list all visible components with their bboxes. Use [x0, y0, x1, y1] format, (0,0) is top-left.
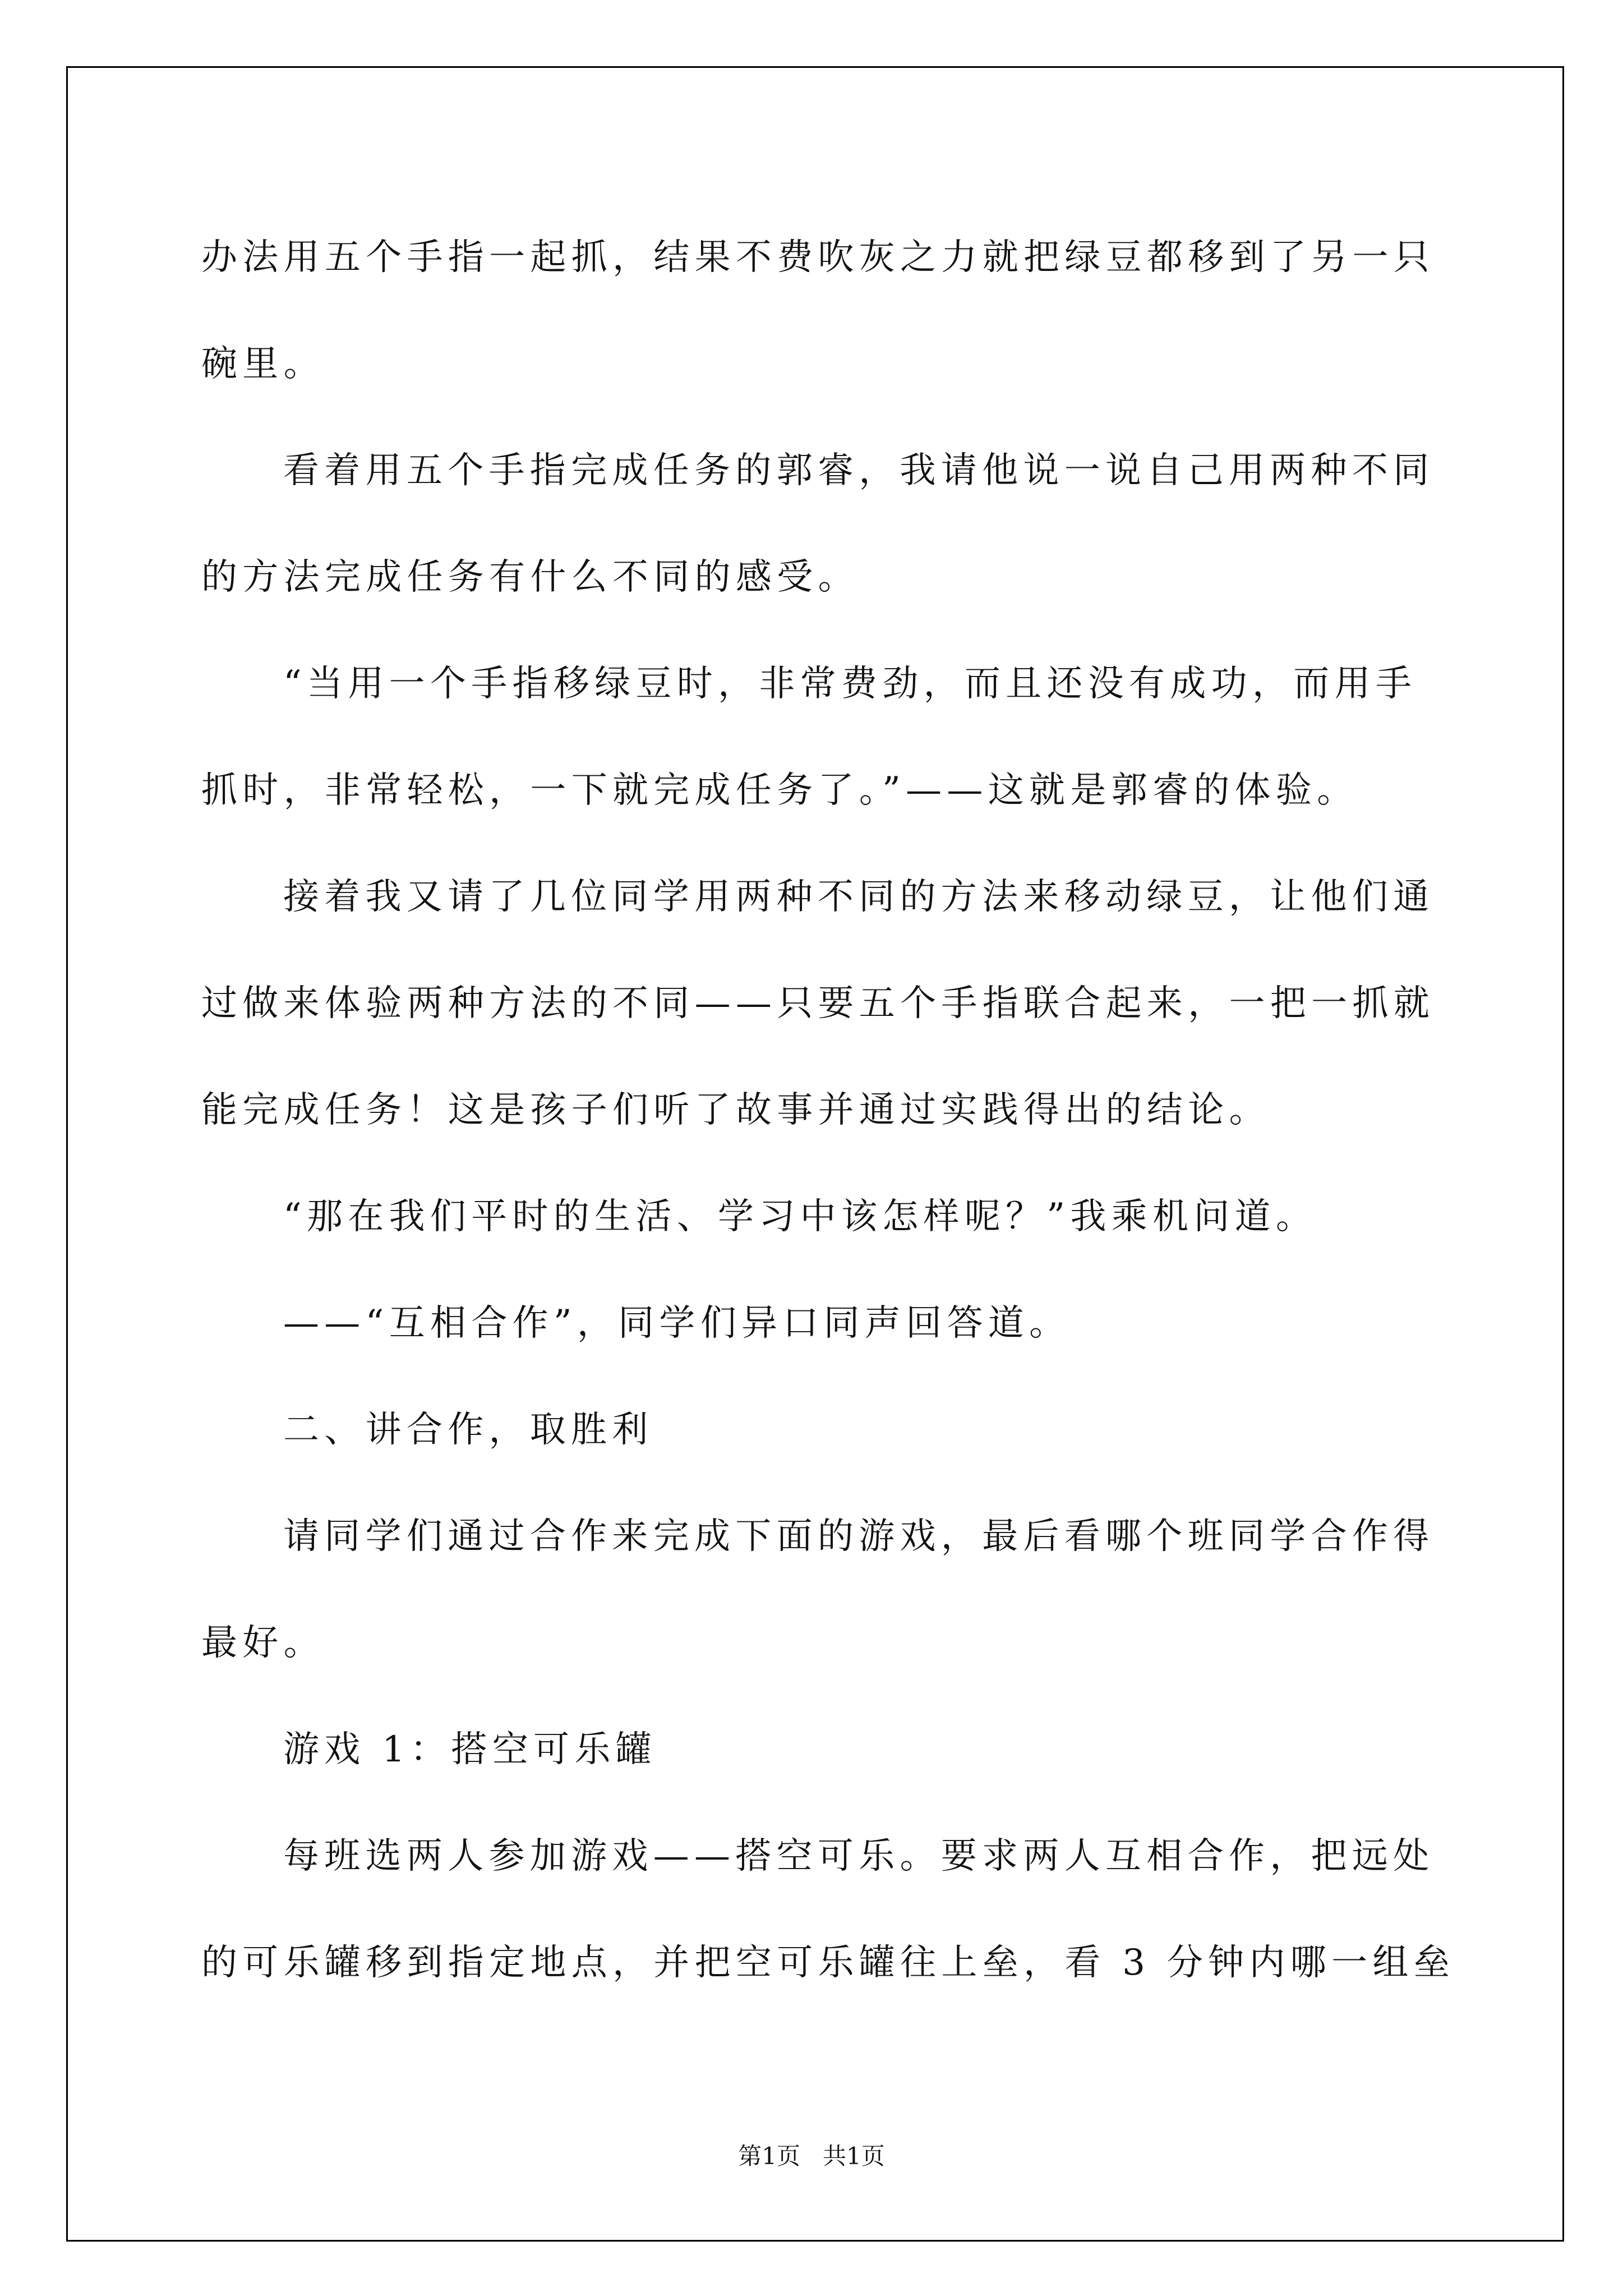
body-line: 每班选两人参加游戏——搭空可乐。要求两人互相合作，把远处	[283, 1835, 1435, 1877]
body-line: 接着我又请了几位同学用两种不同的方法来移动绿豆，让他们通	[283, 876, 1435, 918]
body-line: 抓时，非常轻松，一下就完成任务了。”——这就是郭睿的体验。	[201, 770, 1358, 811]
body-line: 能完成任务！这是孩子们听了故事并通过实践得出的结论。	[201, 1089, 1270, 1131]
body-line: ——“互相合作”，同学们异口同声回答道。	[283, 1303, 1071, 1344]
body-line: 的可乐罐移到指定地点，并把空可乐罐往上垒，看 3 分钟内哪一组垒	[201, 1942, 1455, 1984]
section-heading: 二、讲合作，取胜利	[283, 1409, 653, 1451]
body-line: 最好。	[201, 1622, 325, 1664]
body-line: 的方法完成任务有什么不同的感受。	[201, 556, 859, 598]
body-line: “当用一个手指移绿豆时，非常费劲，而且还没有成功，而用手	[283, 663, 1417, 705]
document-body	[201, 204, 1491, 2016]
body-line: 请同学们通过合作来完成下面的游戏，最后看哪个班同学合作得	[283, 1516, 1435, 1557]
subsection-heading: 游戏 1：搭空可乐罐	[283, 1729, 657, 1770]
body-line: 办法用五个手指一起抓，结果不费吹灰之力就把绿豆都移到了另一只	[201, 237, 1435, 278]
body-line: 碗里。	[201, 343, 325, 385]
page-footer: 第1页 共1页	[738, 2142, 885, 2170]
body-line: 看着用五个手指完成任务的郭睿，我请他说一说自己用两种不同	[283, 450, 1435, 491]
body-line: “那在我们平时的生活、学习中该怎样呢？”我乘机问道。	[283, 1196, 1317, 1237]
body-line: 过做来体验两种方法的不同——只要五个手指联合起来，一把一抓就	[201, 983, 1435, 1024]
